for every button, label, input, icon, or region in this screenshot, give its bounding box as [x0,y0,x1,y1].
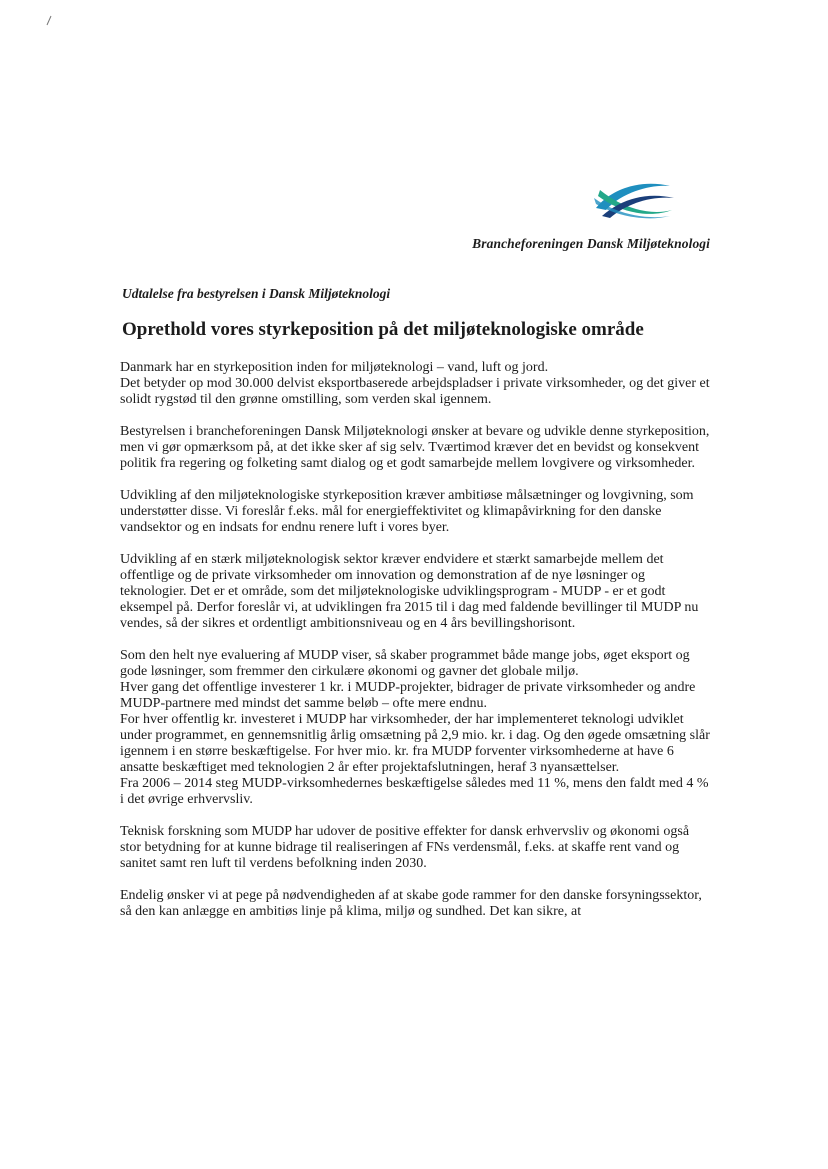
paragraph: Teknisk forskning som MUDP har udover de positive effekter for dansk erhvervsliv og økonomi også stor betydning for at kunne bidrage til realiseringen af FNs verdensmål, f.eks. at skaffe rent vand og sanitet samt ren luft til verdens befolkning inden 2030. [120,824,690,871]
paragraph: Bestyrelsen i brancheforeningen Dansk Miljøteknologi ønsker at bevare og udvikle denne styrkeposition, men vi gør opmærksom på, at det ikke sker af sig selv. Tværtimod kræver det en bevidst og konsekvent politik fra regering og folketing samt dialog og et godt samarbejde mellem lovgivere og virksomheder. [120,424,710,471]
paragraph-line: For hver offentlig kr. investeret i MUDP har virksomheder, der har implementeret teknologi udviklet under programmet, en gennemsnitlig årlig omsætning på 2,9 mio. kr. i dag. Og den øgede omsætning slår igennem i en større beskæftigelse. For hver mio. kr. fra MUDP forventer virksomhederne at have 6 ansatte beskæftiget med teknologien 2 år efter projektafslutningen, heraf 3 nyansættelser. [120,712,710,775]
paragraph: Udvikling af den miljøteknologiske styrkeposition kræver ambitiøse målsætninger og lovgivning, som understøtter disse. Vi foreslår f.eks. mål for energieffektivitet og klimapåvirkning for den danske vandsektor og en indsats for endnu renere luft i vores byer. [120,488,694,535]
paragraph-line: Det betyder op mod 30.000 delvist eksportbaserede arbejdspladser i private virksomheder, og det giver et solidt rygstød til den grønne omstilling, som verden skal igennem. [120,376,710,407]
paragraph: Endelig ønsker vi at pege på nødvendigheden af at skabe gode rammer for den danske forsyningssektor, så den kan anlægge en ambitiøs linje på klima, miljø og sundhed. Det kan sikre, at [120,888,702,919]
paragraph-line: Hver gang det offentlige investerer 1 kr. i MUDP-projekter, bidrager de private virksomheder og andre MUDP-partnere med mindst det samme beløb – ofte mere endnu. [120,680,696,711]
scan-artifact-mark [44,14,54,28]
document-body [120,360,710,920]
paragraph-line: Danmark har en styrkeposition inden for miljøteknologi – vand, luft og jord. [120,360,549,375]
paragraph: Udvikling af en stærk miljøteknologisk sektor kræver endvidere et stærkt samarbejde mellem det offentlige og de private virksomheder om innovation og demonstration af de nye løsninger og teknologier. Det er et område, som det miljøteknologiske udviklingsprogram - MUDP - er et godt eksempel på. Derfor foreslår vi, at udviklingen fra 2015 til i dag med faldende bevillinger til MUDP nu vendes, så der sikres et ordentligt ambitionsniveau og en 4 års bevillingshorisont. [120,552,699,631]
paragraph-line: Fra 2006 – 2014 steg MUDP-virksomhedernes beskæftigelse således med 11 %, mens den faldt med 4 % i det øvrige erhvervsliv. [120,776,709,807]
document-title: Oprethold vores styrkeposition på det miljøteknologiske område [122,319,644,340]
paragraph-line: Som den helt nye evaluering af MUDP viser, så skaber programmet både mange jobs, øget eksport og gode løsninger, som fremmer den cirkulære økonomi og gavner det globale miljø. [120,648,690,679]
statement-label: Udtalelse fra bestyrelsen i Dansk Miljøteknologi [122,286,391,301]
dansk-miljoteknologi-logo [592,178,676,220]
organization-name: Brancheforeningen Dansk Miljøteknologi [472,236,710,251]
